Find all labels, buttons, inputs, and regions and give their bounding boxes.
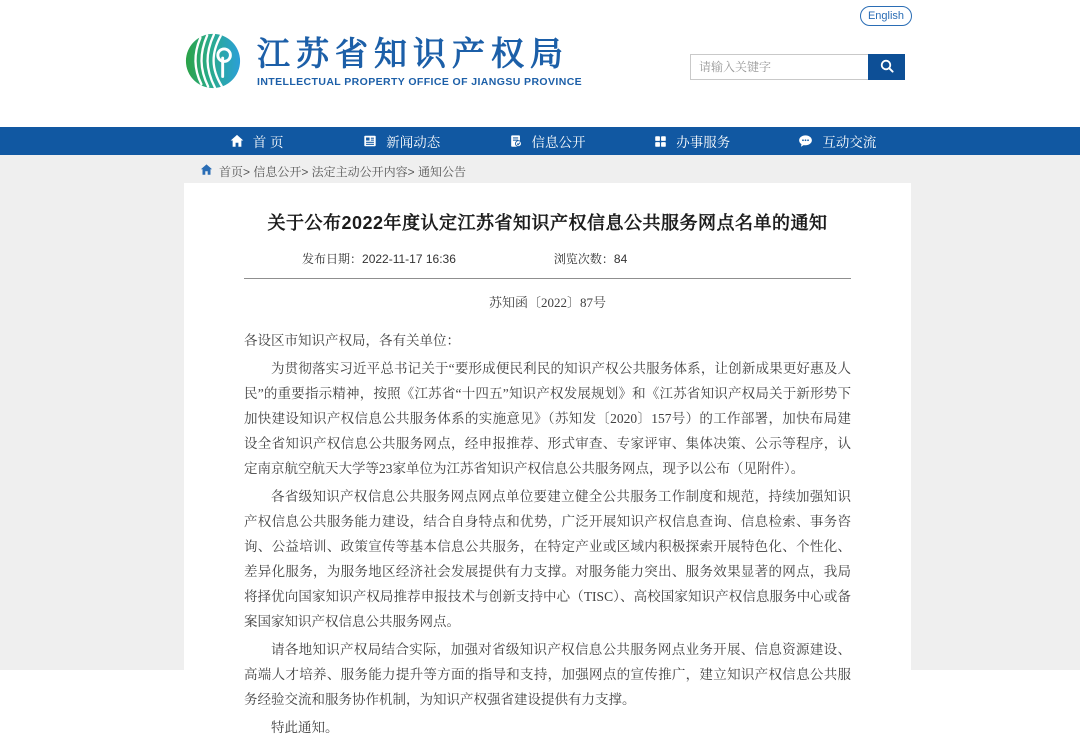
interaction-icon bbox=[798, 134, 813, 148]
home-icon bbox=[230, 134, 244, 148]
english-language-button[interactable]: English bbox=[860, 6, 912, 26]
breadcrumb-home-icon bbox=[200, 164, 213, 179]
paragraph: 请各地知识产权局结合实际，加强对省级知识产权信息公共服务网点业务开展、信息资源建设、高端人才培养、服务能力提升等方面的指导和支持，加强网点的宣传推广，建立知识产权信息公共服务经验交流和服务协作机制，为知识产权强省建设提供有力支撑。 bbox=[244, 642, 851, 707]
nav-item-home[interactable] bbox=[184, 127, 329, 155]
paragraph: 各省级知识产权信息公共服务网点网点单位要建立健全公共服务工作制度和规范，持续加强知识产权信息公共服务能力建设，结合自身特点和优势，广泛开展知识产权信息查询、信息检索、事务咨询、公益培训、政策宣传等基本信息公共服务，在特定产业或区域内积极探索开展特色化、个性化、差异化服务，为服务地区经济社会发展提供有力支撑。对服务能力突出、服务效果显著的网点，我局将择优向国家知识产权局推荐申报技术与创新支持中心（TISC）、高校国家知识产权信息服务中心或备案国家知识产权信息公共服务网点。 bbox=[244, 489, 851, 629]
nav-label: 信息公开 bbox=[531, 135, 586, 150]
document-number: 苏知函〔2022〕87号 bbox=[488, 295, 606, 310]
search-icon bbox=[879, 58, 895, 77]
news-icon bbox=[363, 134, 377, 148]
nav-item-services[interactable] bbox=[620, 127, 765, 155]
article-title: 关于公布2022年度认定江苏省知识产权信息公共服务网点名单的通知 bbox=[267, 213, 828, 233]
search-box bbox=[690, 54, 905, 80]
site-logo[interactable] bbox=[184, 32, 582, 90]
article-body bbox=[244, 328, 851, 740]
nav-item-news[interactable] bbox=[329, 127, 474, 155]
article-meta bbox=[244, 250, 851, 267]
search-input[interactable] bbox=[690, 54, 868, 80]
nav-label: 互动交流 bbox=[822, 135, 877, 150]
info-disclosure-icon bbox=[509, 134, 523, 148]
search-button[interactable] bbox=[868, 54, 905, 80]
breadcrumb[interactable] bbox=[200, 163, 466, 180]
nav-label: 首 页 bbox=[252, 135, 284, 150]
logo-icon bbox=[184, 32, 242, 90]
main-content-area bbox=[0, 155, 1080, 735]
article-card bbox=[184, 183, 911, 735]
site-subtitle: INTELLECTUAL PROPERTY OFFICE OF JIANGSU PROVINCE bbox=[257, 75, 583, 88]
nav-label: 新闻动态 bbox=[386, 135, 441, 150]
logo-text bbox=[257, 35, 582, 88]
nav-label: 办事服务 bbox=[676, 135, 731, 150]
nav-item-interaction[interactable] bbox=[765, 127, 910, 155]
salutation: 各设区市知识产权局，各有关单位： bbox=[244, 333, 460, 348]
nav-item-info-disclosure[interactable] bbox=[474, 127, 619, 155]
page-header bbox=[0, 0, 1080, 127]
site-title: 江苏省知识产权局 bbox=[257, 34, 569, 72]
services-icon bbox=[654, 135, 667, 148]
closing-line: 特此通知。 bbox=[271, 720, 339, 735]
view-count: 浏览次数：84 bbox=[553, 252, 628, 266]
breadcrumb-text: 首页> 信息公开> 法定主动公开内容> 通知公告 bbox=[219, 165, 467, 179]
main-navigation bbox=[0, 127, 1080, 155]
paragraph: 为贯彻落实习近平总书记关于“要形成便民利民的知识产权公共服务体系，让创新成果更好惠及人民”的重要指示精神，按照《江苏省“十四五”知识产权发展规划》和《江苏省知识产权局关于新形势下加快建设知识产权信息公共服务体系的实施意见》（苏知发〔2020〕157号）的工作部署，加快布局建设全省知识产权信息公共服务网点，经申报推荐、形式审查、专家评审、集体决策、公示等程序，认定南京航空航天大学等23家单位为江苏省知识产权信息公共服务网点，现予以公布（见附件）。 bbox=[244, 361, 851, 476]
title-divider bbox=[244, 278, 851, 279]
publish-date: 发布日期：2022-11-17 16:36 bbox=[302, 252, 456, 266]
